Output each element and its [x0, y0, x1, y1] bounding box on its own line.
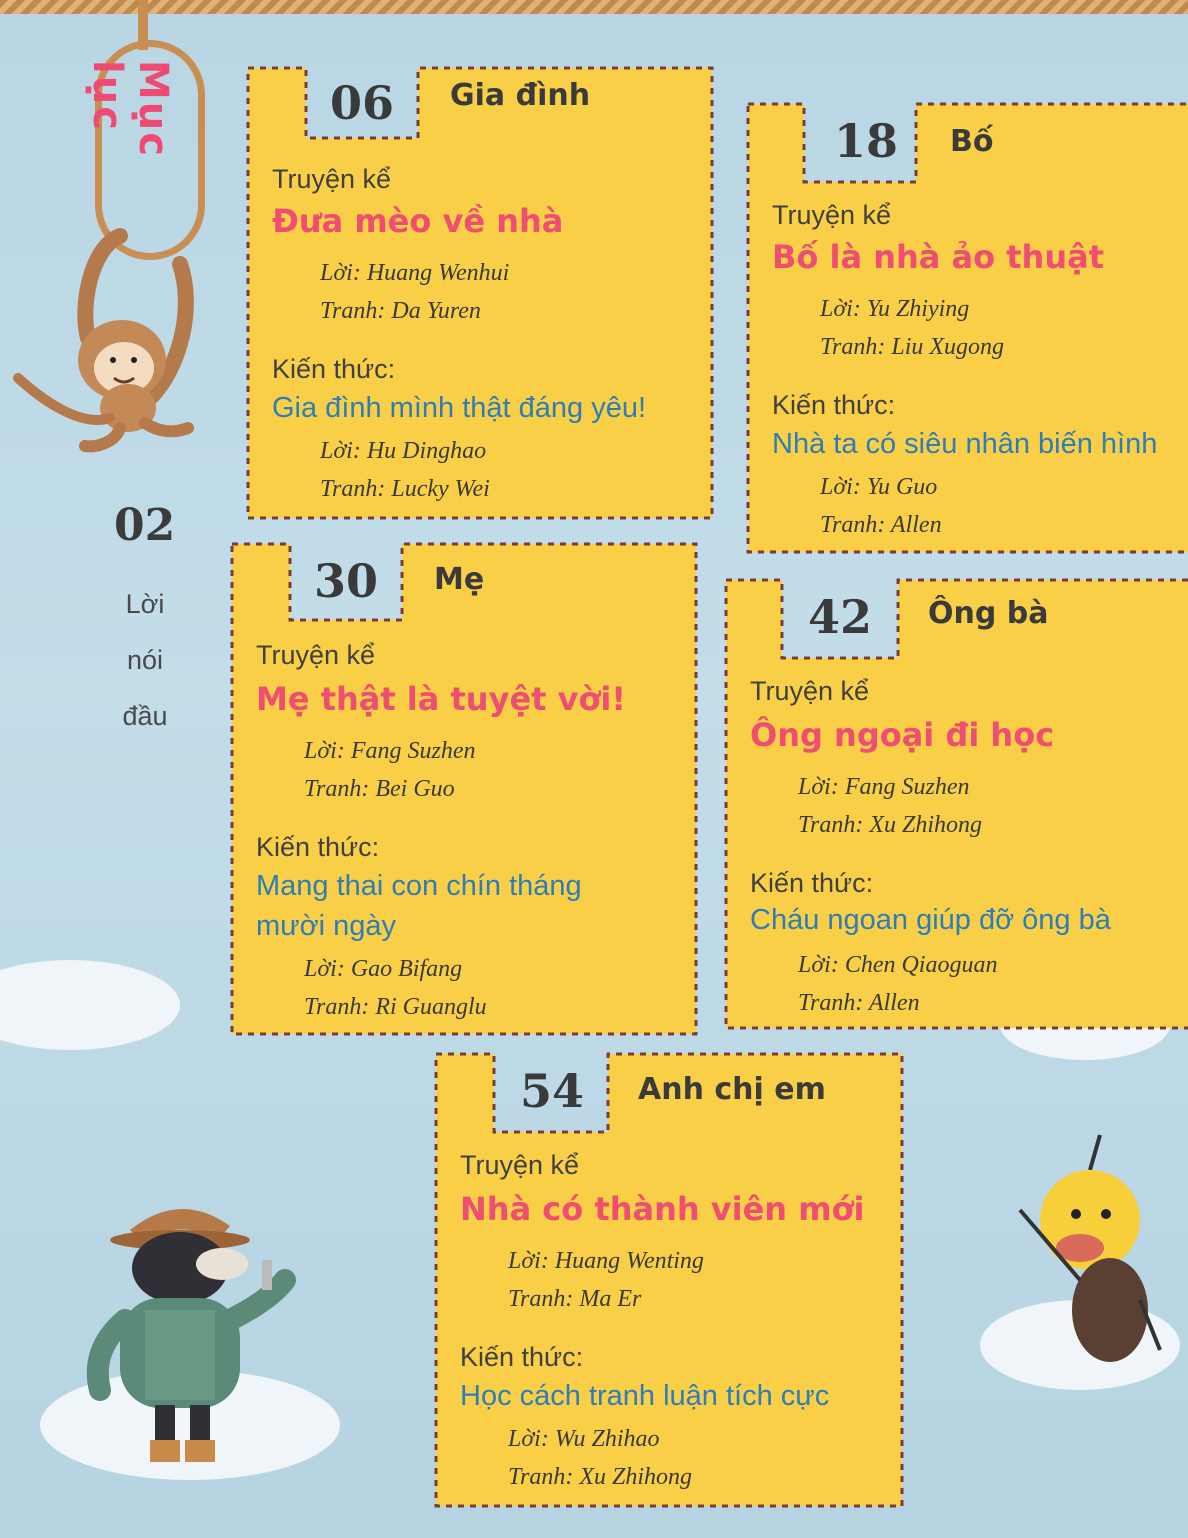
knowledge-title[interactable]: [256, 866, 582, 946]
story-illustrator: Tranh: Da Yuren: [320, 298, 481, 324]
story-writer: Lời: Huang Wenting: [508, 1248, 704, 1274]
knowledge-illustrator: Tranh: Lucky Wei: [320, 476, 490, 502]
story-writer: Lời: Fang Suzhen: [798, 774, 970, 800]
chapter-title: Anh chị em: [638, 1072, 826, 1107]
knowledge-label: Kiến thức:: [772, 390, 896, 420]
knowledge-label: Kiến thức:: [750, 868, 874, 898]
knowledge-illustrator: Tranh: Allen: [798, 990, 920, 1016]
chapter-card-gia-dinh[interactable]: [246, 66, 714, 520]
top-rope: [0, 0, 1188, 14]
knowledge-title-line: Mang thai con chín tháng: [256, 870, 582, 902]
knowledge-title[interactable]: Nhà ta có siêu nhân biến hình: [772, 428, 1158, 460]
story-illustrator: Tranh: Ma Er: [508, 1286, 642, 1312]
card-frame: [746, 102, 1188, 554]
story-label: Truyện kể: [256, 640, 376, 670]
knowledge-writer: Lời: Yu Guo: [820, 474, 938, 500]
chapter-page-number: 30: [314, 554, 379, 608]
knowledge-title[interactable]: Gia đình mình thật đáng yêu!: [272, 392, 647, 424]
page-heading: Mục lục: [84, 60, 176, 158]
card-frame: [230, 542, 698, 1036]
knowledge-illustrator: Tranh: Ri Guanglu: [304, 994, 487, 1020]
card-frame: [434, 1052, 904, 1508]
cloud: [0, 960, 180, 1050]
knowledge-writer: Lời: Wu Zhihao: [508, 1426, 660, 1452]
intro-label[interactable]: [112, 576, 178, 744]
intro-label-line: đầu: [122, 701, 168, 731]
story-writer: Lời: Yu Zhiying: [820, 296, 970, 322]
chapter-card-me[interactable]: [230, 542, 698, 1036]
story-writer: Lời: Fang Suzhen: [304, 738, 476, 764]
story-title[interactable]: Nhà có thành viên mới: [460, 1190, 865, 1228]
story-title[interactable]: Ông ngoại đi học: [750, 716, 1055, 754]
story-label: Truyện kể: [272, 164, 392, 194]
intro-label-line: nói: [126, 645, 164, 675]
beetle-illustration: [1010, 1130, 1180, 1380]
knowledge-writer: Lời: Gao Bifang: [304, 956, 463, 982]
story-illustrator: Tranh: Bei Guo: [304, 776, 455, 802]
chapter-page-number: 42: [808, 590, 873, 644]
chapter-card-ong-ba[interactable]: [724, 578, 1188, 1030]
chapter-page-number: 18: [834, 114, 899, 168]
monkey-illustration: [10, 228, 200, 458]
story-label: Truyện kể: [750, 676, 870, 706]
story-writer: Lời: Huang Wenhui: [320, 260, 510, 286]
story-title[interactable]: Đưa mèo về nhà: [272, 202, 564, 240]
story-title[interactable]: Mẹ thật là tuyệt vời!: [256, 680, 626, 718]
knowledge-label: Kiến thức:: [460, 1342, 584, 1372]
intro-page-number[interactable]: 02: [114, 500, 176, 551]
knowledge-label: Kiến thức:: [272, 354, 396, 384]
chapter-page-number: 06: [330, 76, 395, 130]
knowledge-illustrator: Tranh: Allen: [820, 512, 942, 538]
chapter-title: Bố: [950, 124, 994, 159]
story-label: Truyện kể: [460, 1150, 580, 1180]
knowledge-writer: Lời: Hu Dinghao: [320, 438, 487, 464]
story-label: Truyện kể: [772, 200, 892, 230]
story-illustrator: Tranh: Liu Xugong: [820, 334, 1005, 360]
chapter-page-number: 54: [520, 1064, 585, 1118]
knowledge-label: Kiến thức:: [256, 832, 380, 862]
knowledge-illustrator: Tranh: Xu Zhihong: [508, 1464, 693, 1490]
intro-label-line: Lời: [125, 589, 165, 619]
chapter-card-bo[interactable]: [746, 102, 1188, 554]
knowledge-title[interactable]: Cháu ngoan giúp đỡ ông bà: [750, 904, 1111, 936]
mole-detective-illustration: [70, 1190, 330, 1470]
chapter-title: Gia đình: [450, 78, 591, 113]
knowledge-title-line: mười ngày: [256, 910, 396, 942]
story-title[interactable]: Bố là nhà ảo thuật: [772, 238, 1104, 276]
chapter-title: Ông bà: [928, 596, 1049, 631]
chapter-card-anh-chi-em[interactable]: [434, 1052, 904, 1508]
chapter-title: Mẹ: [434, 562, 485, 597]
knowledge-title[interactable]: Học cách tranh luận tích cực: [460, 1380, 830, 1412]
story-illustrator: Tranh: Xu Zhihong: [798, 812, 983, 838]
knowledge-writer: Lời: Chen Qiaoguan: [798, 952, 998, 978]
